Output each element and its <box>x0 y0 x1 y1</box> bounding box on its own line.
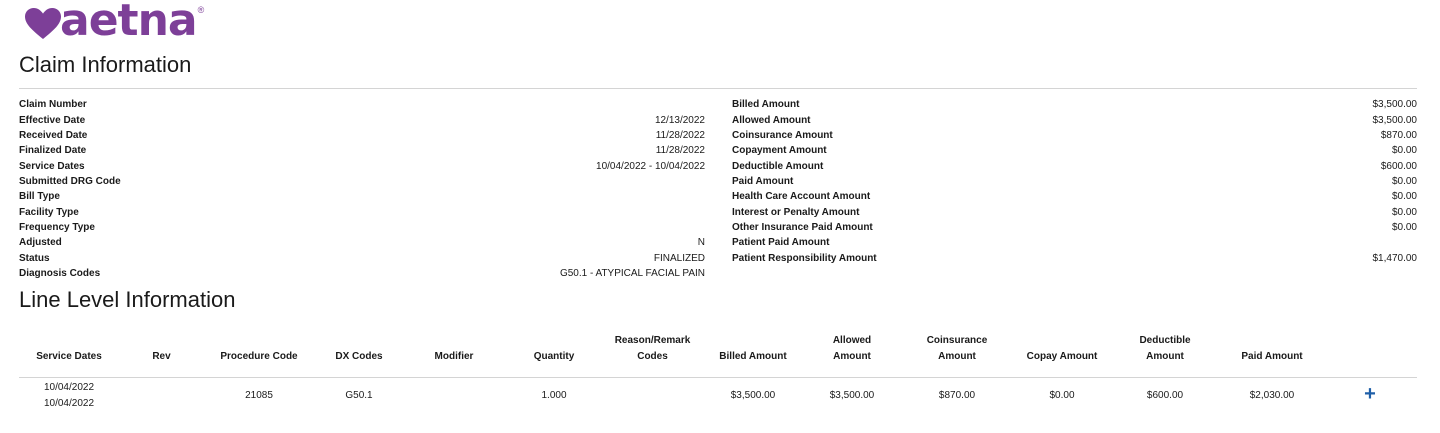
field-label: Health Care Account Amount <box>732 191 871 203</box>
field-label: Adjusted <box>19 237 62 249</box>
field-label: Coinsurance Amount <box>732 129 833 141</box>
col-header-reason-remark <box>604 333 701 378</box>
col-header-paid-amount: Paid Amount <box>1241 351 1303 362</box>
field-value: $0.00 <box>1391 145 1417 157</box>
col-header-allowed-amount <box>805 333 899 378</box>
amount-field-row <box>732 112 1417 127</box>
field-value: $3,500.00 <box>1372 114 1417 126</box>
field-label: Other Insurance Paid Amount <box>732 221 873 233</box>
field-value: $3,500.00 <box>1372 99 1417 111</box>
field-value: $1,470.00 <box>1372 252 1417 264</box>
field-value: $870.00 <box>1380 129 1417 141</box>
header-line: Codes <box>637 351 668 362</box>
claim-field-row <box>19 204 705 219</box>
section-divider <box>19 88 1417 89</box>
amount-field-row <box>732 174 1417 189</box>
service-date-to: 10/04/2022 <box>43 397 95 409</box>
aetna-logo <box>24 0 205 46</box>
field-value: 12/13/2022 <box>654 114 705 126</box>
logo-wordmark: aetna <box>60 0 197 46</box>
amount-field-row <box>732 220 1417 235</box>
field-label: Status <box>19 252 50 264</box>
claim-field-row <box>19 189 705 204</box>
col-header-modifier: Modifier <box>434 351 474 362</box>
field-label: Interest or Penalty Amount <box>732 206 860 218</box>
field-value: FINALIZED <box>653 252 705 264</box>
table-header-row <box>19 333 1417 378</box>
field-value: 10/04/2022 - 10/04/2022 <box>596 160 705 172</box>
field-label: Service Dates <box>19 160 85 172</box>
field-value: $600.00 <box>1380 160 1417 172</box>
amount-field-row <box>732 128 1417 143</box>
amount-field-row <box>732 143 1417 158</box>
line-level-information-title: Line Level Information <box>19 287 236 312</box>
claim-information-title: Claim Information <box>19 52 192 77</box>
field-value: 11/28/2022 <box>655 129 705 141</box>
table-row <box>19 378 1417 414</box>
cell-allowed-amount: $3,500.00 <box>829 389 875 401</box>
claim-field-row <box>19 220 705 235</box>
col-header-deductible-amount <box>1109 333 1221 378</box>
header-line: Coinsurance <box>926 335 988 346</box>
field-value: $0.00 <box>1391 191 1417 203</box>
claim-field-row <box>19 250 705 265</box>
header-line: Reason/Remark <box>614 335 691 346</box>
claim-details-left <box>19 97 705 281</box>
cell-rev <box>119 378 204 414</box>
field-value: 11/28/2022 <box>655 145 705 157</box>
claim-field-row <box>19 143 705 158</box>
plus-icon[interactable]: + <box>1364 382 1376 405</box>
field-label: Patient Paid Amount <box>732 237 830 249</box>
amount-field-row <box>732 204 1417 219</box>
line-level-table <box>19 333 1417 414</box>
field-label: Bill Type <box>19 191 60 203</box>
cell-paid-amount: $2,030.00 <box>1249 389 1295 401</box>
header-line: Allowed <box>832 335 872 346</box>
amount-field-row <box>732 250 1417 265</box>
field-label: Deductible Amount <box>732 160 824 172</box>
service-date-from: 10/04/2022 <box>43 381 95 393</box>
field-value: N <box>697 237 705 249</box>
header-line: Deductible <box>1139 335 1191 346</box>
claim-amounts-right <box>732 97 1417 266</box>
field-label: Received Date <box>19 129 88 141</box>
cell-expand <box>1323 378 1417 414</box>
field-label: Submitted DRG Code <box>19 175 121 187</box>
field-value: $0.00 <box>1391 206 1417 218</box>
cell-dx-codes: G50.1 <box>345 389 373 401</box>
cell-billed-amount: $3,500.00 <box>730 389 776 401</box>
field-label: Finalized Date <box>19 145 87 157</box>
col-header-rev: Rev <box>152 351 171 362</box>
field-label: Allowed Amount <box>732 114 811 126</box>
claim-field-row <box>19 235 705 250</box>
cell-copay-amount: $0.00 <box>1049 389 1075 401</box>
field-label: Copayment Amount <box>732 145 827 157</box>
col-header-copay-amount: Copay Amount <box>1026 351 1098 362</box>
registered-mark: ® <box>197 5 205 15</box>
col-header-expand <box>1323 333 1417 378</box>
col-header-procedure-code: Procedure Code <box>220 351 298 362</box>
claim-field-row <box>19 128 705 143</box>
claim-field-row <box>19 112 705 127</box>
cell-quantity: 1.000 <box>541 389 567 401</box>
cell-procedure-code: 21085 <box>245 389 273 401</box>
field-value: G50.1 - ATYPICAL FACIAL PAIN <box>559 267 705 279</box>
col-header-coinsurance-amount <box>899 333 1015 378</box>
field-value: $0.00 <box>1391 175 1417 187</box>
heart-icon <box>24 7 62 41</box>
field-label: Patient Responsibility Amount <box>732 252 877 264</box>
col-header-billed-amount: Billed Amount <box>719 351 787 362</box>
field-value: $0.00 <box>1391 221 1417 233</box>
claim-field-row <box>19 174 705 189</box>
field-label: Facility Type <box>19 206 79 218</box>
cell-deductible-amount: $600.00 <box>1146 389 1184 401</box>
cell-service-dates <box>19 378 119 414</box>
field-label: Billed Amount <box>732 99 800 111</box>
header-line: Amount <box>938 351 976 362</box>
col-header-quantity: Quantity <box>533 351 575 362</box>
field-label: Diagnosis Codes <box>19 267 101 279</box>
amount-field-row <box>732 189 1417 204</box>
cell-modifier <box>404 378 504 414</box>
col-header-service-dates: Service Dates <box>36 351 102 362</box>
amount-field-row <box>732 97 1417 112</box>
amount-field-row <box>732 158 1417 173</box>
field-label: Claim Number <box>19 99 87 111</box>
field-label: Paid Amount <box>732 175 794 187</box>
claim-field-row <box>19 97 705 112</box>
claim-field-row <box>19 158 705 173</box>
col-header-dx-codes: DX Codes <box>335 351 383 362</box>
amount-field-row <box>732 235 1417 250</box>
cell-coinsurance-amount: $870.00 <box>938 389 976 401</box>
claim-field-row <box>19 266 705 281</box>
field-label: Frequency Type <box>19 221 95 233</box>
header-line: Amount <box>1146 351 1184 362</box>
header-line: Amount <box>833 351 871 362</box>
cell-reason-remark <box>604 378 701 414</box>
field-label: Effective Date <box>19 114 86 126</box>
